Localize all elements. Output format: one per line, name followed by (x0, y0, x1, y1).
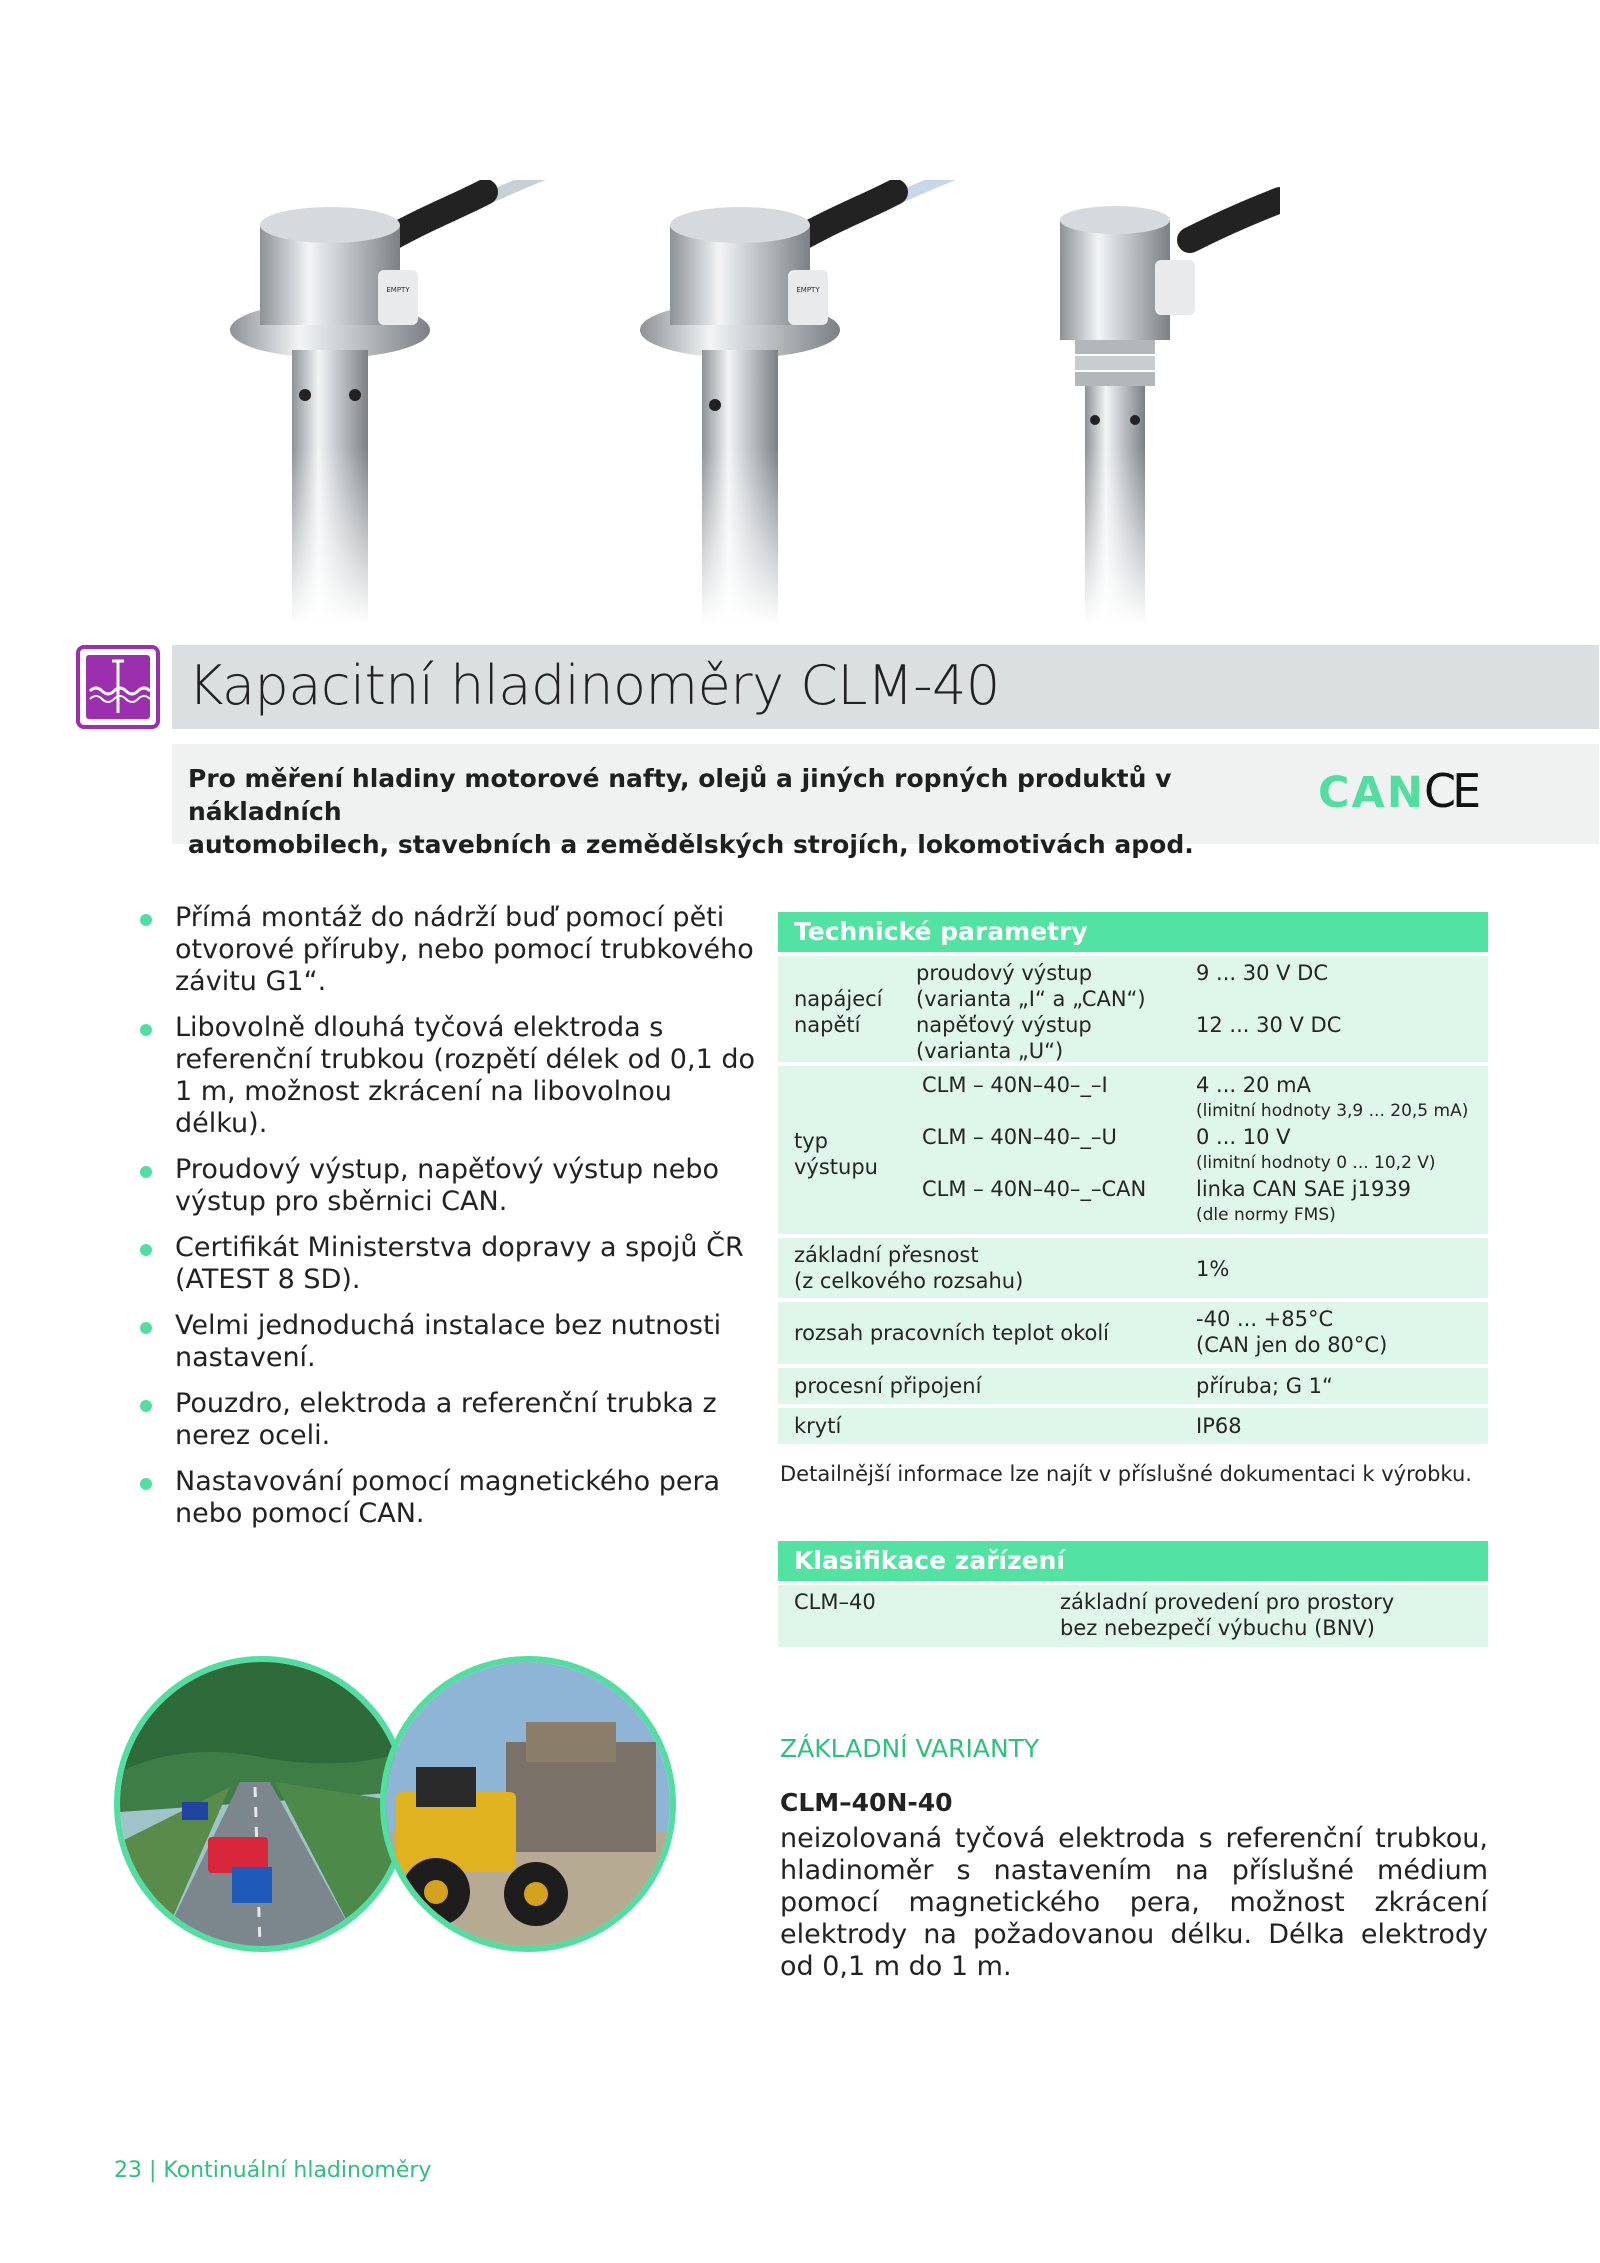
row-process-connection: procesní připojení příruba; G 1“ (778, 1368, 1488, 1404)
row-temperature: rozsah pracovních teplot okolí -40 ... +85°C (CAN jen do 80°C) (778, 1302, 1488, 1364)
feature-item: Velmi jednoduchá instalace bez nutnosti nastavení. (140, 1310, 760, 1374)
can-logo: CAN (1318, 768, 1425, 818)
tech-params-heading: Technické parametry (778, 912, 1488, 952)
bullet-dot-icon (140, 1400, 152, 1412)
feature-item: Pouzdro, elektroda a referenční trubka z nerez oceli. (140, 1388, 760, 1452)
classification-row: CLM–40 základní provedení pro prostory bez nebezpečí výbuchu (BNV) (778, 1585, 1488, 1647)
tech-note: Detailnější informace lze najít v příslušné dokumentaci k výrobku. (780, 1462, 1472, 1486)
variant-name: CLM–40N-40 (780, 1788, 953, 1817)
row-output: typ výstupu CLM – 40N–40–_–I CLM – 40N–40–_–U CLM – 40N–40–_–CAN 4 ... 20 mA (limitní hodnoty 3,9 ... 20,5 mA) 0 ... 10 V (limitní hodnoty 0 ... 10,2 V) linka CAN SAE j1939 (dle normy FMS) (778, 1066, 1488, 1234)
subtitle (188, 762, 1318, 861)
classification-heading: Klasifikace zařízení (778, 1541, 1488, 1581)
bullet-dot-icon (140, 914, 152, 926)
tech-params-table (778, 912, 1488, 1452)
bullet-dot-icon (140, 1244, 152, 1256)
row-accuracy: základní přesnost (z celkového rozsahu) 1% (778, 1238, 1488, 1298)
bullet-dot-icon (140, 1024, 152, 1036)
bullet-dot-icon (140, 1478, 152, 1490)
construction-photo (380, 1656, 676, 1952)
level-sensor-icon (76, 645, 160, 729)
classification-table (778, 1541, 1488, 1649)
highway-photo (114, 1656, 410, 1952)
feature-item: Certifikát Ministerstva dopravy a spojů ČR (ATEST 8 SD). (140, 1232, 760, 1296)
feature-item: Nastavování pomocí magnetického pera nebo pomocí CAN. (140, 1466, 760, 1530)
bullet-dot-icon (140, 1166, 152, 1178)
feature-list (140, 902, 760, 1544)
feature-item: Libovolně dlouhá tyčová elektroda s referenční trubkou (rozpětí délek od 0,1 do 1 m, možnost zkrácení na libovolnou délku). (140, 1012, 760, 1140)
row-protection: krytí IP68 (778, 1408, 1488, 1444)
page-footer: 23 | Kontinuální hladinoměry (114, 2158, 432, 2183)
variant-description: neizolovaná tyčová elektroda s referenční trubkou, hladinoměr s nastavením na příslušné médium pomocí magnetického pera, možnost zkrácení elektrody na požadovanou délku. Délka elektrody od 0,1 m do 1 m. (780, 1823, 1488, 1982)
feature-item: Proudový výstup, napěťový výstup nebo výstup pro sběrnici CAN. (140, 1154, 760, 1218)
feature-item: Přímá montáž do nádrží buď pomocí pěti otvorové příruby, nebo pomocí trubkového závitu G1“. (140, 902, 760, 998)
ce-mark: CE (1424, 764, 1478, 818)
bullet-dot-icon (140, 1322, 152, 1334)
page-title: Kapacitní hladinoměry CLM-40 (188, 654, 1000, 717)
subtitle-line-1: Pro měření hladiny motorové nafty, olejů a jiných ropných produktů v nákladních (188, 764, 1172, 826)
product-photos (230, 180, 1280, 625)
variants-heading: ZÁKLADNÍ VARIANTY (780, 1734, 1040, 1763)
subtitle-line-2: automobilech, stavebních a zemědělských strojích, lokomotivách apod. (188, 830, 1194, 859)
row-supply: napájecí napětí proudový výstup (varianta „I“ a „CAN“) napěťový výstup (varianta „U“) 9 ... 30 V DC 12 ... 30 V DC (778, 956, 1488, 1062)
